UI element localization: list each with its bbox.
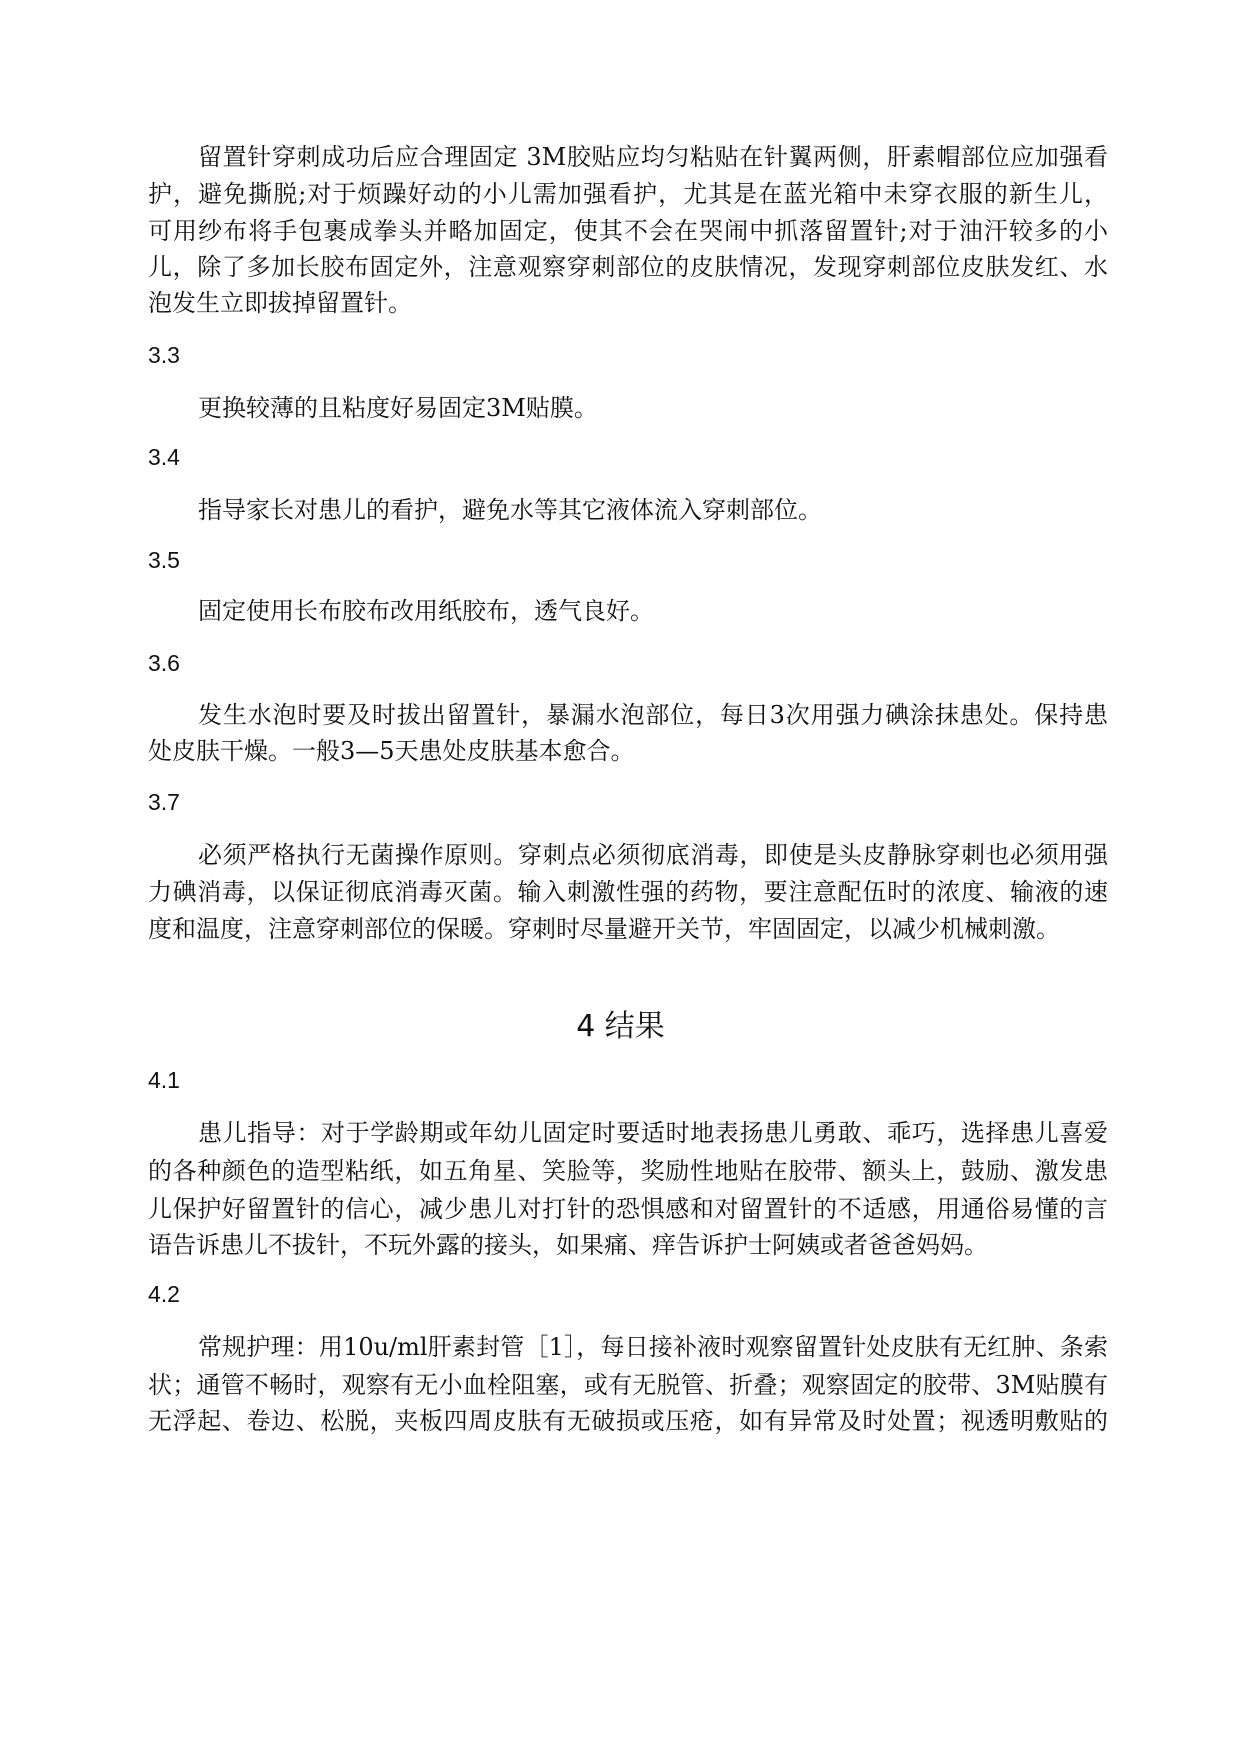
text-line: 儿，除了多加长胶布固定外，注意观察穿刺部位的皮肤情况，发现穿刺部位皮肤发红、水 (148, 253, 1108, 281)
text-line: 更换较薄的且粘度好易固定3M贴膜。 (198, 394, 598, 422)
text-line: 的各种颜色的造型粘纸，如五角星、笑脸等，奖励性地贴在胶带、额头上，鼓励、激发患 (148, 1157, 1108, 1185)
text-line: 力碘消毒，以保证彻底消毒灭菌。输入刺激性强的药物，要注意配伍时的浓度、输液的速 (148, 878, 1108, 906)
text-line: 常规护理：用10u/ml肝素封管［1］，每日接补液时观察留置针处皮肤有无红肿、条索 (198, 1333, 1108, 1361)
section-heading-4-1: 4.1 (148, 1067, 180, 1093)
text-line: 患儿指导：对于学龄期或年幼儿固定时要适时地表扬患儿勇敢、乖巧，选择患儿喜爱 (198, 1119, 1108, 1147)
section-heading-3-4: 3.4 (148, 444, 180, 470)
section-heading-3-6: 3.6 (148, 650, 180, 676)
text-line: 无浮起、卷边、松脱，夹板四周皮肤有无破损或压疮，如有异常及时处置；视透明敷贴的 (148, 1407, 1108, 1435)
text-line: 泡发生立即拔掉留置针。 (148, 289, 412, 317)
text-line: 必须严格执行无菌操作原则。穿刺点必须彻底消毒，即使是头皮静脉穿刺也必须用强 (198, 841, 1108, 869)
text-line: 处皮肤干燥。一般3—5天患处皮肤基本愈合。 (148, 737, 635, 765)
text-line: 儿保护好留置针的信心，减少患儿对打针的恐惧感和对留置针的不适感，用通俗易懂的言 (148, 1195, 1108, 1223)
text-line: 留置针穿刺成功后应合理固定 3M胶贴应均匀粘贴在针翼两侧，肝素帽部位应加强看 (198, 143, 1108, 171)
text-line: 固定使用长布胶布改用纸胶布，透气良好。 (198, 597, 654, 625)
text-line: 度和温度，注意穿刺部位的保暖。穿刺时尽量避开关节，牢固固定，以减少机械刺激。 (148, 915, 1060, 943)
chapter-title: 4 结果 (576, 1009, 665, 1044)
section-heading-4-2: 4.2 (148, 1281, 180, 1307)
text-line: 护，避免撕脱;对于烦躁好动的小儿需加强看护，尤其是在蓝光箱中未穿衣服的新生儿， (148, 180, 1108, 208)
section-heading-3-7: 3.7 (148, 789, 180, 815)
text-line: 指导家长对患儿的看护，避免水等其它液体流入穿刺部位。 (198, 496, 822, 524)
section-heading-3-3: 3.3 (148, 342, 180, 368)
text-line: 可用纱布将手包裹成拳头并略加固定，使其不会在哭闹中抓落留置针;对于油汗较多的小 (148, 217, 1108, 245)
section-heading-3-5: 3.5 (148, 547, 180, 573)
text-line: 语告诉患儿不拔针，不玩外露的接头，如果痛、痒告诉护士阿姨或者爸爸妈妈。 (148, 1231, 988, 1259)
text-line: 发生水泡时要及时拔出留置针，暴漏水泡部位，每日3次用强力碘涂抹患处。保持患 (198, 701, 1108, 729)
text-line: 状；通管不畅时，观察有无小血栓阻塞，或有无脱管、折叠；观察固定的胶带、3M贴膜有 (148, 1371, 1108, 1399)
